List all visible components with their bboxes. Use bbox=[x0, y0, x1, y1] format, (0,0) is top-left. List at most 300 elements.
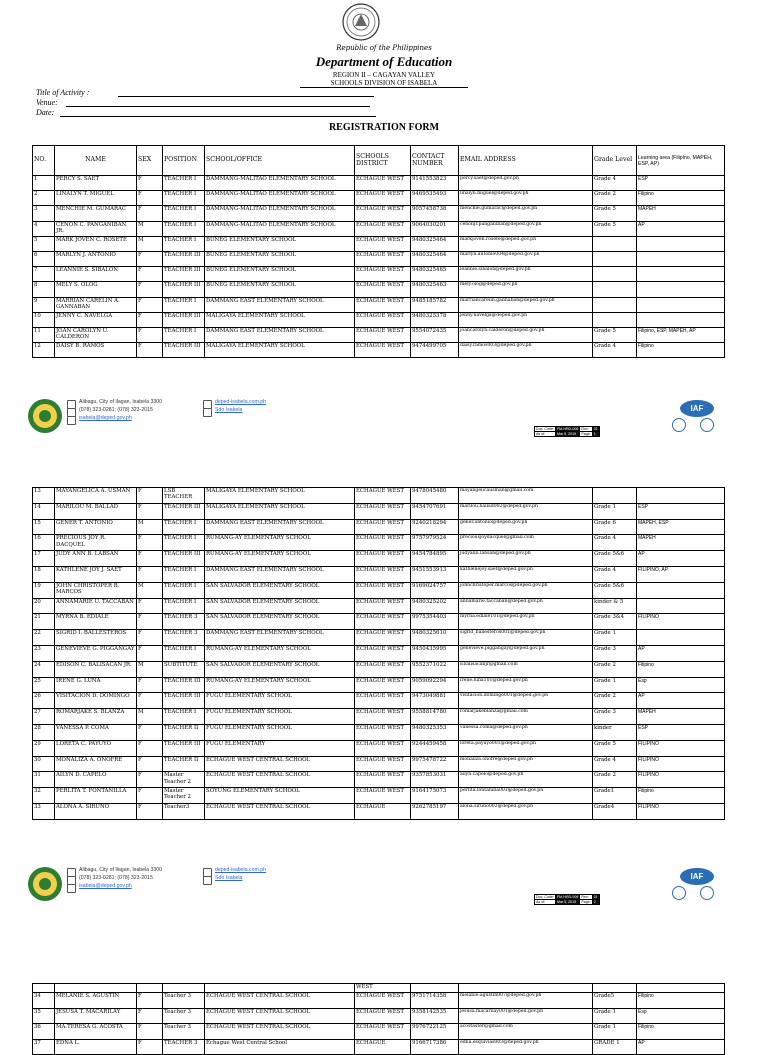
cell-grade bbox=[593, 282, 637, 297]
cell-contact: 9480325353 bbox=[411, 724, 459, 740]
cell-email: linalyn.miguel@deped.gov.ph bbox=[459, 191, 593, 206]
cell-name: ANNAMARIE U. TACCABAN bbox=[55, 598, 137, 614]
cell-district: ECHAGUE WEST bbox=[355, 661, 411, 677]
cell-position: TEACHER I bbox=[163, 327, 205, 342]
table-row bbox=[33, 327, 725, 342]
mail-icon bbox=[67, 416, 76, 425]
cell-district: ECHAGUE WEST bbox=[355, 191, 411, 206]
cell-email: kathlenejoy.saet@deped.gov.ph bbox=[459, 566, 593, 582]
cell-district: ECHAGUE WEST bbox=[355, 327, 411, 342]
cell-position: TEACHER III bbox=[163, 740, 205, 756]
registration-table-page-3 bbox=[32, 983, 725, 1055]
facebook-icon bbox=[203, 876, 212, 885]
cell-sex: F bbox=[137, 614, 163, 630]
cell-area: FILIPINO bbox=[637, 772, 725, 788]
col-grade: Grade Level bbox=[593, 146, 637, 176]
cell-name: LEANNIE S. SIBALON bbox=[55, 267, 137, 282]
table-row bbox=[33, 582, 725, 598]
cell-grade: Grade 2 bbox=[593, 693, 637, 709]
cell-area: Esp bbox=[637, 1008, 725, 1024]
table-row bbox=[33, 551, 725, 567]
cell-position: TEACHER 3 bbox=[163, 1039, 205, 1055]
cell-no: 36 bbox=[33, 1024, 55, 1040]
table-row bbox=[33, 566, 725, 582]
cell-grade bbox=[593, 488, 637, 504]
cell-position: TEACHER I bbox=[163, 236, 205, 251]
cell-area: AP bbox=[637, 1039, 725, 1055]
footer-phone: (078) 323-0281; (078) 323-2015 bbox=[79, 407, 153, 413]
doc-code-label: Doc. Code: bbox=[536, 895, 554, 899]
doc-rev-label: Rev: bbox=[580, 427, 592, 432]
cell-area bbox=[637, 312, 725, 327]
table-row bbox=[33, 236, 725, 251]
cell-contact: 9240218294 bbox=[411, 519, 459, 535]
cell-email: preciousjoydacquel@gmail.com bbox=[459, 535, 593, 551]
cell-area bbox=[637, 630, 725, 646]
cell-name: MARK JOVEN C. ROSETE bbox=[55, 236, 137, 251]
cell-school: DAMMANG EAST ELEMENTARY SCHOOL bbox=[205, 297, 355, 312]
cell-grade: Grade 4 bbox=[593, 176, 637, 191]
cell-position: TEACHER I bbox=[163, 519, 205, 535]
cell-area: AP bbox=[637, 645, 725, 661]
doc-code-value: FM-HRD-006 bbox=[556, 427, 579, 431]
cell-area: Filipino bbox=[637, 993, 725, 1009]
cell-email: marilou.ballad002@deped.gov.ph bbox=[459, 503, 593, 519]
cell-email: marlyn.antonio004@deped.gov.ph bbox=[459, 251, 593, 266]
table-row bbox=[33, 630, 725, 646]
cell-email: alona.siruno002@deped.gov.ph bbox=[459, 803, 593, 819]
cell-school: SOYUNG ELEMENTARY SCHOOL bbox=[205, 788, 355, 804]
table-row bbox=[33, 488, 725, 504]
cell-district: ECHAGUE WEST bbox=[355, 519, 411, 535]
table-row bbox=[33, 282, 725, 297]
cell-sex: F bbox=[137, 206, 163, 221]
cell-district: ECHAGUE WEST bbox=[355, 993, 411, 1009]
cell-no: 33 bbox=[33, 803, 55, 819]
cell-school: BUNEG ELEMENTARY SCHOOL bbox=[205, 282, 355, 297]
doc-control-table bbox=[534, 894, 600, 905]
cell-name: VISITACION D. DOMINGO bbox=[55, 693, 137, 709]
footer-page-1 bbox=[0, 396, 768, 442]
cell-no: 18 bbox=[33, 566, 55, 582]
certification-badge-icon bbox=[700, 886, 714, 900]
cell-grade: Grade 5 bbox=[593, 221, 637, 236]
cell-grade: Grade 5&6 bbox=[593, 551, 637, 567]
cell-name: JUDY ANN B. LABSAN bbox=[55, 551, 137, 567]
cell-school: BUNEG ELEMENTARY SCHOOL bbox=[205, 236, 355, 251]
cell-no: 17 bbox=[33, 551, 55, 567]
cell-sex: F bbox=[137, 551, 163, 567]
table-row bbox=[33, 772, 725, 788]
cell-area: FILIPINO bbox=[637, 756, 725, 772]
cell-area: MAPEH bbox=[637, 206, 725, 221]
cell-grade bbox=[593, 236, 637, 251]
cell-position: Teacher3 bbox=[163, 803, 205, 819]
cell-school: ECHAGUE WEST CENTRAL SCHOOL bbox=[205, 803, 355, 819]
table-row bbox=[33, 503, 725, 519]
cell-contact: 9480325464 bbox=[411, 236, 459, 251]
cell-grade: kinder bbox=[593, 724, 637, 740]
cell-area: Filipino bbox=[637, 1024, 725, 1040]
cell-contact: 9478045480 bbox=[411, 488, 459, 504]
cell-contact: 9450435995 bbox=[411, 645, 459, 661]
cell-email: menchie.gumarac@deped.gov.ph bbox=[459, 206, 593, 221]
cell-area: ESP bbox=[637, 503, 725, 519]
cell-position: TEACHER I bbox=[163, 221, 205, 236]
cell-contact: 9357853031 bbox=[411, 772, 459, 788]
footer-social-link[interactable]: Sdo Isabela bbox=[215, 407, 243, 413]
table-row bbox=[33, 709, 725, 725]
doc-rev-value: 01 bbox=[593, 895, 598, 899]
col-no: NO. bbox=[33, 146, 55, 176]
doc-asof-value: Mar 5, 2019 bbox=[555, 432, 579, 437]
col-contact: CONTACT NUMBER bbox=[411, 146, 459, 176]
cell-position: Master Teacher 2 bbox=[163, 788, 205, 804]
cell-contact: 9169024757 bbox=[411, 582, 459, 598]
cell-grade: Grade 1 bbox=[593, 677, 637, 693]
cell-name: GENER T. ANTONIO bbox=[55, 519, 137, 535]
cell-area: MAPEH, ESP bbox=[637, 519, 725, 535]
table-row bbox=[33, 803, 725, 819]
cell-grade: Grade 3 bbox=[593, 709, 637, 725]
cell-grade: Grade 4 bbox=[593, 535, 637, 551]
cell-sex: M bbox=[137, 582, 163, 598]
cell-contact: 9558814780 bbox=[411, 709, 459, 725]
cell-sex: F bbox=[137, 772, 163, 788]
cell-position: TEACHER III bbox=[163, 677, 205, 693]
cell-school: SAN SALVADOR ELEMENTARY SCHOOL bbox=[205, 582, 355, 598]
cell-email: Ebalisacanjr@gmail.com bbox=[459, 661, 593, 677]
cell-school: RUMANG-AY ELEMENTARY SCHOOL bbox=[205, 677, 355, 693]
cell-email: edna.esquivias003@deped.gov.ph bbox=[459, 1039, 593, 1055]
cell-school: BUNEG ELEMENTARY SCHOOL bbox=[205, 267, 355, 282]
cell-name: EDNA L. bbox=[55, 1039, 137, 1055]
cell-name: MA.TERESA G. ACOSTA bbox=[55, 1024, 137, 1040]
cell-contact: 9757979524 bbox=[411, 535, 459, 551]
cell-position: Teacher 3 bbox=[163, 1024, 205, 1040]
venue-label: Venue: bbox=[36, 98, 58, 107]
cell-district: ECHAGUE WEST bbox=[355, 614, 411, 630]
cell-sex: F bbox=[137, 503, 163, 519]
cell-no: 4 bbox=[33, 221, 55, 236]
cell-no: 30 bbox=[33, 756, 55, 772]
cell-email: genevieve.piggangay@deped.gov.ph bbox=[459, 645, 593, 661]
cell-school: DAMMANG-MALITAO ELEMENTARY SCHOOL bbox=[205, 191, 355, 206]
cell-contact: 9059092294 bbox=[411, 677, 459, 693]
table-row bbox=[33, 191, 725, 206]
col-district: SCHOOLS DISTRICT bbox=[355, 146, 411, 176]
cell-district: ECHAGUE WEST bbox=[355, 630, 411, 646]
cell-school: BUNEG ELEMENTARY SCHOOL bbox=[205, 251, 355, 266]
cell-grade: Grade 2 bbox=[593, 772, 637, 788]
cell-no: 12 bbox=[33, 343, 55, 358]
table-row bbox=[33, 176, 725, 191]
cell-sex: F bbox=[137, 282, 163, 297]
cell-name: PERLITA T. FONTANILLA bbox=[55, 788, 137, 804]
cell-contact: 9454784895 bbox=[411, 551, 459, 567]
cell-position: TEACHER 3 bbox=[163, 630, 205, 646]
cell-sex: F bbox=[137, 677, 163, 693]
cell-school: ECHAGUE WEST CENTRAL SCHOOL bbox=[205, 1008, 355, 1024]
cell-position: TEACHER I bbox=[163, 176, 205, 191]
cell-name: KATHLENE JOY J. SAET bbox=[55, 566, 137, 582]
cell-area: MAPEH bbox=[637, 709, 725, 725]
cell-district: ECHAGUE bbox=[355, 1039, 411, 1055]
cell-sex: M bbox=[137, 709, 163, 725]
cell-no: 29 bbox=[33, 740, 55, 756]
cell-email: mely.olog@deped.gov.ph bbox=[459, 282, 593, 297]
registration-table-page-1 bbox=[32, 145, 725, 358]
cell-area bbox=[637, 488, 725, 504]
cell-no: 9 bbox=[33, 297, 55, 312]
cell-name: JOHN CHRISTOPER B. MARCOS bbox=[55, 582, 137, 598]
table-header-row bbox=[33, 146, 725, 176]
cell-contact: 9166717386 bbox=[411, 1039, 459, 1055]
cell-district: ECHAGUE WEST bbox=[355, 236, 411, 251]
cell-position: LSB TEACHER bbox=[163, 488, 205, 504]
facebook-icon bbox=[203, 408, 212, 417]
cell-no: 31 bbox=[33, 772, 55, 788]
doc-asof-value: Mar 5, 2019 bbox=[555, 900, 579, 905]
cell-name: DAISY B. RAMOS bbox=[55, 343, 137, 358]
cell-district: ECHAGUE WEST bbox=[355, 1008, 411, 1024]
cell-area: AP bbox=[637, 551, 725, 567]
cell-sex: F bbox=[137, 327, 163, 342]
cell-position: Teacher 3 bbox=[163, 1008, 205, 1024]
cell-email: acostaster@gmail.com bbox=[459, 1024, 593, 1040]
cell-position: TEACHER III bbox=[163, 312, 205, 327]
cell-school: MALIGAYA ELEMENTARY SCHOOL bbox=[205, 312, 355, 327]
cell-sex: F bbox=[137, 488, 163, 504]
cell-position: TEACHER III bbox=[163, 343, 205, 358]
certification-badge-icon bbox=[700, 418, 714, 432]
cell-sex: F bbox=[137, 724, 163, 740]
table-row bbox=[33, 645, 725, 661]
cell-name: JOAN CAROLYN U. CALDERON bbox=[55, 327, 137, 342]
footer-website-link[interactable]: deped-isabela.com.ph bbox=[215, 867, 267, 873]
cell-school: ECHAGUE WEST CENTRAL SCHOOL bbox=[205, 772, 355, 788]
cell-school: ECHAGUE WEST CENTRAL SCHOOL bbox=[205, 993, 355, 1009]
cell-sex: F bbox=[137, 630, 163, 646]
cell-sex: M bbox=[137, 236, 163, 251]
cell-position: TEACHER III bbox=[163, 551, 205, 567]
cell-grade: Grade 4 bbox=[593, 566, 637, 582]
cell-no: 23 bbox=[33, 645, 55, 661]
table-row bbox=[33, 312, 725, 327]
cell-district: ECHAGUE WEST bbox=[355, 740, 411, 756]
region-line: REGION II – CAGAYAN VALLEY bbox=[332, 71, 436, 79]
cell-grade bbox=[593, 297, 637, 312]
cell-grade: Grade 4 bbox=[593, 343, 637, 358]
table-row bbox=[33, 206, 725, 221]
table-row bbox=[33, 693, 725, 709]
cell-name: PRECIOUS JOY R. DACQUEL bbox=[55, 535, 137, 551]
cell-contact: 9480325465 bbox=[411, 267, 459, 282]
footer-email-link[interactable]: isabela@deped.gov.ph bbox=[79, 415, 132, 421]
cell-name: GENEVIEVE G. PIGGANGAY bbox=[55, 645, 137, 661]
doc-rev-value: 01 bbox=[593, 427, 598, 431]
cell-school: MALIGAYA ELEMENTARY SCHOOL bbox=[205, 343, 355, 358]
venue-field[interactable] bbox=[66, 106, 370, 107]
cell-contact: 9480325378 bbox=[411, 312, 459, 327]
cell-no: 22 bbox=[33, 630, 55, 646]
cell-contact: 9480325464 bbox=[411, 251, 459, 266]
cell-contact: 9975478722 bbox=[411, 756, 459, 772]
cell-district: ECHAGUE bbox=[355, 803, 411, 819]
cell-area: Filipino bbox=[637, 191, 725, 206]
cell-district: ECHAGUE WEST bbox=[355, 221, 411, 236]
cell-no: 27 bbox=[33, 709, 55, 725]
cell-email: annamarie.taccaban@deped.gov.ph bbox=[459, 598, 593, 614]
cell-grade: kinder & 5 bbox=[593, 598, 637, 614]
cell-district: ECHAGUE WEST bbox=[355, 267, 411, 282]
mail-icon bbox=[67, 884, 76, 893]
cell-grade: Grade 5 bbox=[593, 740, 637, 756]
cell-name: MELY S. OLOG bbox=[55, 282, 137, 297]
cell-sex: M bbox=[137, 221, 163, 236]
cell-position: TEACHER I bbox=[163, 297, 205, 312]
cell-district: ECHAGUE WEST bbox=[355, 551, 411, 567]
cell-contact: 9451553913 bbox=[411, 566, 459, 582]
doc-page-value: 2 bbox=[592, 900, 599, 905]
title-of-activity-label: Title of Activity : bbox=[36, 88, 90, 97]
cell-no: 2 bbox=[33, 191, 55, 206]
cell-email: daisy.ramos003@deped.gov.ph bbox=[459, 343, 593, 358]
cell-email: judyann.labsan@deped.gov.ph bbox=[459, 551, 593, 567]
cell-email: mayangelicausman@gmail.com bbox=[459, 488, 593, 504]
republic-line: Republic of the Philippines bbox=[336, 44, 432, 52]
cell-grade bbox=[593, 312, 637, 327]
cell-contact: 9480325463 bbox=[411, 282, 459, 297]
cell-area: Filipino bbox=[637, 788, 725, 804]
cell-name: MAYANGELICA A. USMAN bbox=[55, 488, 137, 504]
cell-district: ECHAGUE WEST bbox=[355, 756, 411, 772]
cell-position: TEACHER I bbox=[163, 535, 205, 551]
cell-email: sigrid_ballesteros001@deped.gov.ph bbox=[459, 630, 593, 646]
cell-area: MAPEH bbox=[637, 535, 725, 551]
table-row bbox=[33, 1024, 725, 1040]
cell-contact: 9976722125 bbox=[411, 1024, 459, 1040]
col-school: SCHOOL/OFFICE bbox=[205, 146, 355, 176]
cell-sex: F bbox=[137, 645, 163, 661]
date-field[interactable] bbox=[60, 116, 376, 117]
cell-school: RUMANG-AY ELEMENTARY SCHOOL bbox=[205, 535, 355, 551]
cell-name: CENON C. PANGANIBAN JR. bbox=[55, 221, 137, 236]
cell-grade: Grade 1 bbox=[593, 1024, 637, 1040]
cell-contact: 9262785197 bbox=[411, 803, 459, 819]
footer-website-link[interactable]: deped-isabela.com.ph bbox=[215, 399, 267, 405]
cell-sex: F bbox=[137, 343, 163, 358]
cell-sex: F bbox=[137, 740, 163, 756]
cell-no: 5 bbox=[33, 236, 55, 251]
cell-sex: F bbox=[137, 803, 163, 819]
cell-sex: F bbox=[137, 598, 163, 614]
cell-position: Teacher 3 bbox=[163, 993, 205, 1009]
cell-sex: F bbox=[137, 176, 163, 191]
title-of-activity-field[interactable] bbox=[118, 96, 374, 97]
cell-email: perlita.fontanilla001@deped.gov.ph bbox=[459, 788, 593, 804]
cell-name: ROMARJAKE S. BLANZA bbox=[55, 709, 137, 725]
col-position: POSITION bbox=[163, 146, 205, 176]
cell-position: TEACHER III bbox=[163, 693, 205, 709]
cell-email: joancarolyn.calderon@deped.gov.ph bbox=[459, 327, 593, 342]
cell-name: VANESSA P. COMA bbox=[55, 724, 137, 740]
cell-school: FUGU ELEMENTARY bbox=[205, 740, 355, 756]
cell-area: AP bbox=[637, 221, 725, 236]
col-sex: SEX bbox=[137, 146, 163, 176]
cell-contact: 9473049881 bbox=[411, 693, 459, 709]
footer-email-link[interactable]: isabela@deped.gov.ph bbox=[79, 883, 132, 889]
cell-contact: 9469535493 bbox=[411, 191, 459, 206]
cell-school: FUGU ELEMENTARY SCHOOL bbox=[205, 693, 355, 709]
cell-district: ECHAGUE WEST bbox=[355, 582, 411, 598]
cell-email: monaliza.onofre@deped.gov.ph bbox=[459, 756, 593, 772]
cell-area: FILIPINO bbox=[637, 614, 725, 630]
cell-school: DAMMANG-MALITAO ELEMENTARY SCHOOL bbox=[205, 176, 355, 191]
footer-social-link[interactable]: Sdo Isabela bbox=[215, 875, 243, 881]
cell-grade bbox=[593, 251, 637, 266]
cell-district: ECHAGUE WEST bbox=[355, 176, 411, 191]
cell-area: Filipino, ESP, MAPEH, AP bbox=[637, 327, 725, 342]
cell-email: markjoven.rosete@deped.gov.ph bbox=[459, 236, 593, 251]
table-row bbox=[33, 661, 725, 677]
cell-contact: 9485185782 bbox=[411, 297, 459, 312]
cell-area: Filipino bbox=[637, 343, 725, 358]
footer-address: Alibagu, City of Ilagan, Isabela 3300 bbox=[79, 399, 163, 405]
page-3 bbox=[0, 920, 768, 1046]
doc-asof-label: As of: bbox=[535, 900, 556, 905]
cell-position: TEACHER III bbox=[163, 282, 205, 297]
iso-badge-icon bbox=[672, 418, 686, 432]
cell-email: leannie.sibalon@deped.gov.ph bbox=[459, 267, 593, 282]
cell-grade: Grade 3 bbox=[593, 645, 637, 661]
cell-school: Echague West Central School bbox=[205, 1039, 355, 1055]
cell-name: JENNY C. NAVELGA bbox=[55, 312, 137, 327]
cell-sex: F bbox=[137, 251, 163, 266]
cell-district: ECHAGUE WEST bbox=[355, 312, 411, 327]
cell-contact: 9474499705 bbox=[411, 343, 459, 358]
table-row bbox=[33, 343, 725, 358]
iso-badge-icon bbox=[672, 886, 686, 900]
cell-sex: F bbox=[137, 566, 163, 582]
cell-name: AILYN D. CAPELO bbox=[55, 772, 137, 788]
cell-name: MARILOU M. BALLAD bbox=[55, 503, 137, 519]
cell-no: 8 bbox=[33, 282, 55, 297]
cell-school: MALIGAYA ELEMENTARY SCHOOL bbox=[205, 503, 355, 519]
cell-contact: 9480325610 bbox=[411, 630, 459, 646]
cell-name: IRENE G. LUNA bbox=[55, 677, 137, 693]
page-1 bbox=[0, 0, 768, 440]
cell-district: WEST bbox=[355, 984, 411, 993]
table-row-continued bbox=[33, 984, 725, 993]
iaf-logo: IAF bbox=[680, 400, 714, 417]
cell-school: SAN SALVADOR ELEMENTARY SCHOOL bbox=[205, 598, 355, 614]
cell-district: ECHAGUE WEST bbox=[355, 772, 411, 788]
doc-page-label: Page: bbox=[581, 900, 591, 905]
cell-area: FILIPINO bbox=[637, 803, 725, 819]
cell-grade: GRADE 1 bbox=[593, 1039, 637, 1055]
cell-area: FILIPINO, AP bbox=[637, 566, 725, 582]
cell-no: 28 bbox=[33, 724, 55, 740]
footer-address: Alibagu, City of Ilagan, Isabela 3300 bbox=[79, 867, 163, 873]
cell-sex: F bbox=[137, 191, 163, 206]
cell-area: Filipino bbox=[637, 661, 725, 677]
date-label: Date: bbox=[36, 108, 55, 117]
cell-district: ECHAGUE WEST bbox=[355, 297, 411, 312]
cell-school: ECHAGUE WEST CENTRAL SCHOOL bbox=[205, 756, 355, 772]
cell-area bbox=[637, 582, 725, 598]
cell-district: ECHAGUE WEST bbox=[355, 693, 411, 709]
